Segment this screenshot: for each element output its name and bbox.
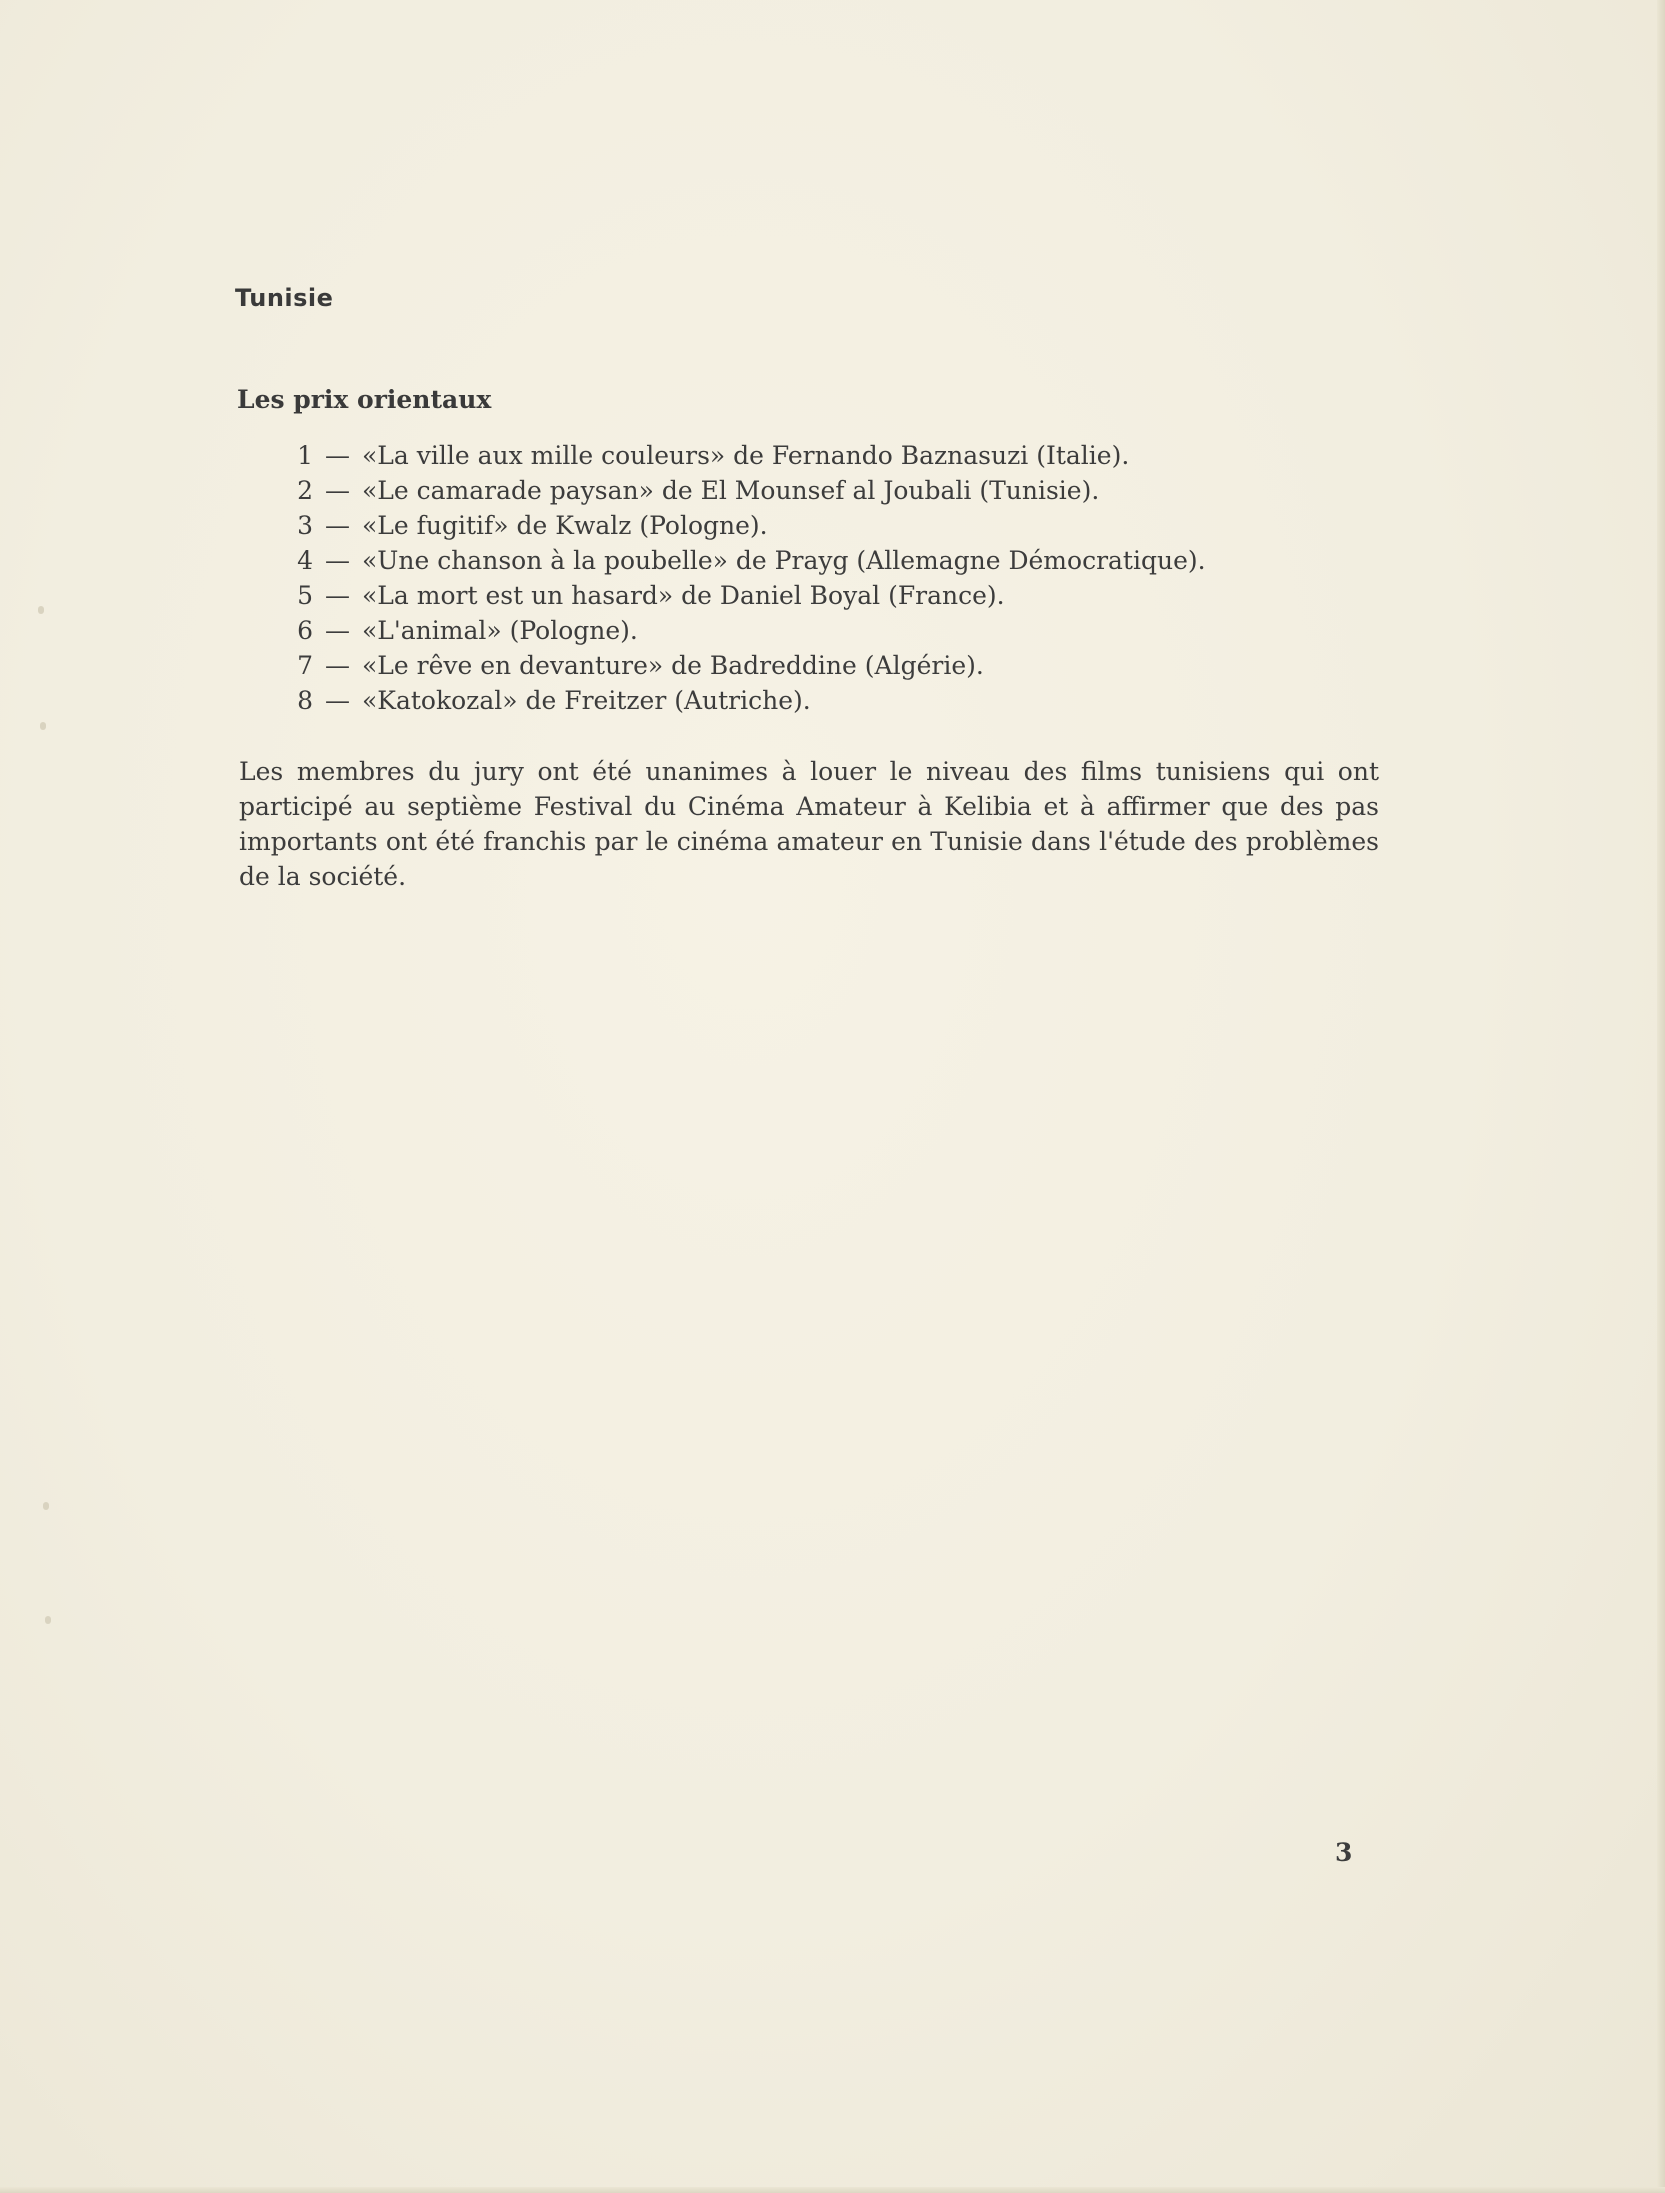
list-item (295, 683, 1206, 718)
section-title: Tunisie (235, 284, 334, 312)
prize-dash: — (325, 511, 350, 540)
prize-text: «Le rêve en devanture» de Badreddine (Algérie). (362, 651, 984, 680)
prize-number: 4 (297, 546, 313, 575)
paper-mark (45, 1616, 51, 1624)
subtitle: Les prix orientaux (237, 385, 492, 414)
paper-mark (43, 1502, 49, 1510)
body-paragraph: Les membres du jury ont été unanimes à louer le niveau des films tunisiens qui ont participé au septième Festival du Cinéma Amateur à Kelibia et à affirmer que des pas importants ont été franchis par le cinéma amateur en Tunisie dans l'étude des problèmes de la société. (239, 757, 1379, 891)
list-item (295, 508, 1206, 543)
prize-dash: — (325, 441, 350, 470)
list-item (295, 438, 1206, 473)
prize-dash: — (325, 476, 350, 505)
prize-number: 7 (297, 651, 313, 680)
list-item (295, 578, 1206, 613)
prize-list (295, 438, 1206, 718)
prize-number: 3 (297, 511, 313, 540)
prize-text: «Katokozal» de Freitzer (Autriche). (362, 686, 811, 715)
prize-number: 6 (297, 616, 313, 645)
list-item (295, 613, 1206, 648)
prize-number: 1 (297, 441, 313, 470)
prize-dash: — (325, 616, 350, 645)
prize-dash: — (325, 581, 350, 610)
paper-bottom-edge (0, 2187, 1665, 2193)
prize-text: «La mort est un hasard» de Daniel Boyal (France). (362, 581, 1005, 610)
list-item (295, 543, 1206, 578)
prize-number: 5 (297, 581, 313, 610)
prize-number: 2 (297, 476, 313, 505)
prize-dash: — (325, 546, 350, 575)
paper-mark (40, 722, 46, 730)
prize-dash: — (325, 686, 350, 715)
list-item (295, 648, 1206, 683)
prize-number: 8 (297, 686, 313, 715)
prize-text: «L'animal» (Pologne). (362, 616, 638, 645)
paper-mark (38, 606, 44, 614)
prize-dash: — (325, 651, 350, 680)
prize-text: «Le camarade paysan» de El Mounsef al Joubali (Tunisie). (362, 476, 1100, 505)
prize-text: «Une chanson à la poubelle» de Prayg (Allemagne Démocratique). (362, 546, 1206, 575)
list-item (295, 473, 1206, 508)
paper-right-edge (1657, 0, 1665, 2193)
prize-text: «La ville aux mille couleurs» de Fernando Baznasuzi (Italie). (362, 441, 1130, 470)
page-number: 3 (1335, 1838, 1353, 1867)
prize-text: «Le fugitif» de Kwalz (Pologne). (362, 511, 768, 540)
